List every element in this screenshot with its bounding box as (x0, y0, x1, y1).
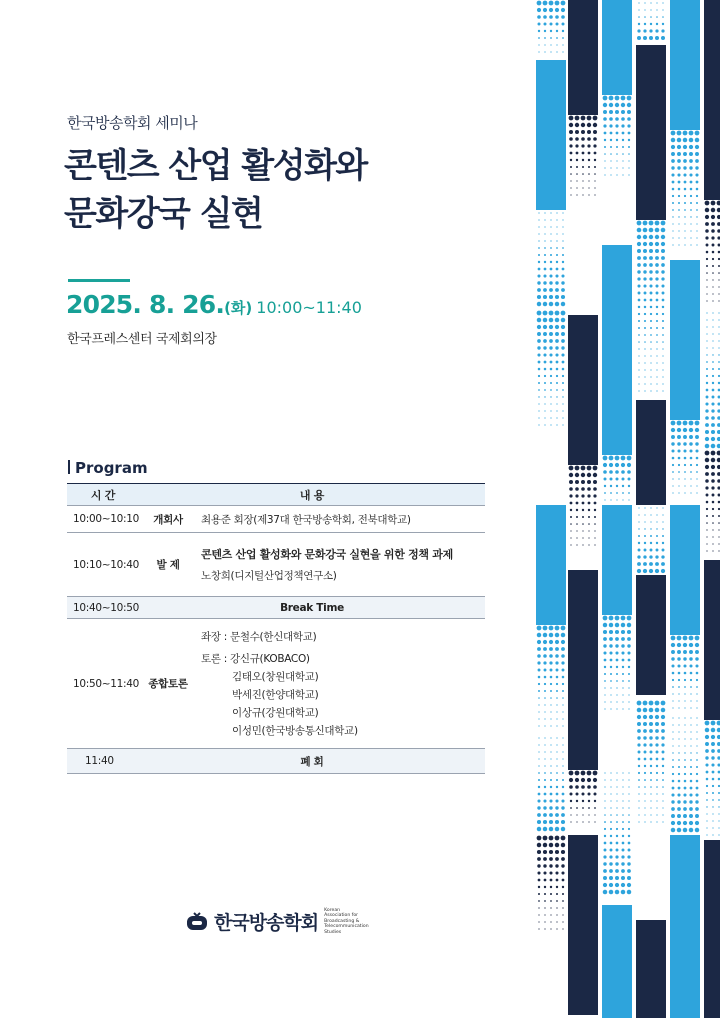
row-content: 최용준 회장(제37대 한국방송학회, 전북대학교) (197, 506, 485, 533)
table-row (67, 533, 485, 597)
closing-label: 폐 회 (139, 749, 485, 774)
decorative-pattern (530, 0, 720, 1018)
pattern-dots (637, 221, 666, 392)
row-content (197, 619, 485, 749)
pattern-bar (602, 245, 632, 455)
pattern-bar (670, 835, 700, 1018)
pattern-dots (603, 456, 632, 508)
tv-logo-icon (186, 912, 208, 932)
pattern-bar (536, 60, 566, 210)
program-heading (68, 459, 148, 477)
heading-bar (68, 460, 70, 474)
pattern-dots (705, 201, 720, 302)
organizer-name: 한국방송학회 (214, 912, 319, 935)
panelist: 이상규(강원대학교) (232, 706, 319, 719)
panelist: 토론 : 강신규(KOBACO) (201, 652, 310, 665)
table-header-row (67, 484, 485, 506)
row-time: 10:00~10:10 (67, 506, 139, 533)
pattern-dots (671, 636, 700, 709)
table-row (67, 619, 485, 749)
program-heading-label: Program (75, 459, 148, 477)
pattern-bar (636, 575, 666, 695)
row-role: 발 제 (139, 533, 197, 597)
presenter: 노창희(디지털산업정책연구소) (201, 570, 337, 582)
pattern-dots (537, 626, 566, 727)
table-row (67, 749, 485, 774)
pattern-dots (671, 717, 700, 832)
pattern-dots (671, 131, 700, 246)
pattern-dots (637, 507, 665, 573)
pattern-dots (603, 616, 632, 710)
accent-divider (68, 279, 130, 282)
pattern-dots (569, 466, 598, 546)
pattern-bar (568, 315, 598, 465)
pattern-dots (637, 701, 666, 823)
chair: 좌장 : 문철수(한신대학교) (201, 630, 317, 643)
pattern-bar (704, 0, 720, 200)
pattern-dots (705, 451, 720, 552)
row-content (197, 533, 485, 597)
title-line-1: 콘텐츠 산업 활성화와 (64, 146, 367, 186)
pattern-bar (568, 835, 598, 1015)
col-time-header: 시 간 (67, 484, 139, 506)
pattern-bar (568, 0, 598, 115)
pattern-dots (537, 1, 566, 53)
pattern-dots (603, 96, 632, 176)
event-date: 2025. 8. 26. (66, 290, 225, 319)
row-time: 10:50~11:40 (67, 619, 139, 749)
pattern-dots (637, 2, 665, 40)
pattern-bar (670, 0, 700, 130)
seminar-subtitle: 한국방송학회 세미나 (67, 114, 198, 132)
pattern-dots (671, 421, 700, 494)
pattern-dots (705, 721, 720, 836)
pattern-bar (568, 570, 598, 770)
break-label: Break Time (139, 597, 485, 619)
event-weekday: (화) (224, 299, 253, 317)
title-line-2: 문화강국 실현 (64, 194, 263, 234)
event-venue: 한국프레스센터 국제회의장 (67, 332, 217, 347)
organizer-logo (186, 908, 394, 935)
pattern-bar (670, 505, 700, 635)
pattern-dots (537, 212, 565, 306)
event-date-row (66, 290, 362, 319)
row-time: 11:40 (67, 749, 139, 774)
row-time: 10:10~10:40 (67, 533, 139, 597)
program-table (67, 483, 485, 774)
pattern-bar (536, 505, 566, 625)
pattern-dots (537, 737, 565, 831)
organizer-name-en: Korean Association for Broadcasting & Telecommunication Studies (324, 908, 369, 935)
presentation-title: 콘텐츠 산업 활성화와 문화강국 실현을 위한 정책 과제 (201, 548, 453, 561)
pattern-bar (670, 260, 700, 420)
pattern-dots (603, 772, 632, 894)
panelist: 김태오(창원대학교) (232, 670, 319, 683)
panelist: 이성민(한국방송통신대학교) (232, 724, 358, 737)
event-time: 10:00~11:40 (256, 298, 362, 317)
pattern-bar (704, 840, 720, 1018)
pattern-bar (602, 0, 632, 95)
pattern-bar (602, 505, 632, 615)
table-row (67, 597, 485, 619)
row-role: 종합토론 (139, 619, 197, 749)
pattern-dots (569, 771, 598, 823)
pattern-bar (636, 400, 666, 505)
pattern-dots (537, 836, 566, 930)
pattern-dots (705, 312, 720, 448)
pattern-bar (602, 905, 632, 1018)
row-role: 개회사 (139, 506, 197, 533)
row-time: 10:40~10:50 (67, 597, 139, 619)
pattern-bar (636, 45, 666, 220)
pattern-bar (704, 560, 720, 720)
page-title (64, 142, 367, 238)
panelist: 박세진(한양대학교) (232, 688, 319, 701)
pattern-bar (636, 920, 666, 1018)
pattern-dots (537, 311, 566, 426)
col-content-header: 내 용 (139, 484, 485, 506)
pattern-dots (569, 116, 598, 196)
table-row (67, 506, 485, 533)
